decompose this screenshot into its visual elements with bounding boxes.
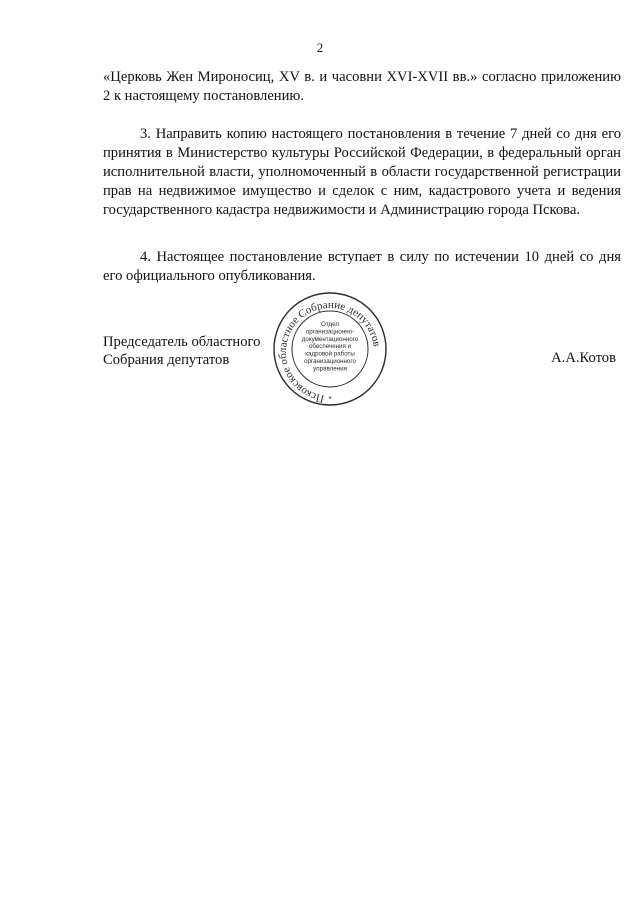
stamp-inner-line: обеспечения и [308,343,352,351]
signer-title-line-2: Собрания депутатов [103,352,230,368]
official-stamp [256,290,404,408]
signer-title [103,333,260,369]
signer-title-line-1: Председатель областного [103,334,261,350]
stamp-inner-line: управления [313,365,347,373]
paragraph-continuation: «Церковь Жен Мироносиц, XV в. и часовни XVI-XVII вв.» согласно приложению 2 к настоящему постановлению. [103,69,621,104]
stamp-inner-line: Отдел [321,321,339,328]
stamp-star: * [328,395,332,404]
stamp-inner-line: организационного [304,358,356,365]
paragraph-item-3: 3. Направить копию настоящего постановления в течение 7 дней со дня его принятия в Министерство культуры Российской Федерации, в федеральный орган исполнительной власти, уполномоченный в области государственной регистрации прав на недвижимое имущество и сделок с ним, кадастрового учета и ведения государственного кадастра недвижимости и Администрацию города Пскова. [103,126,621,218]
signer-name: А.А.Котов [551,350,616,366]
stamp-outer-text: Псковское областное Собрание депутатов [276,298,383,405]
stamp-inner-line: организационно- [305,328,355,336]
page-number: 2 [316,40,324,55]
stamp-inner-line: кадровой работы [305,350,355,358]
paragraph-item-4: 4. Настоящее постановление вступает в силу по истечении 10 дней со дня его официального опубликования. [103,249,621,284]
stamp-inner-line: документационного [301,335,359,343]
stamp-seal-icon [256,290,404,408]
